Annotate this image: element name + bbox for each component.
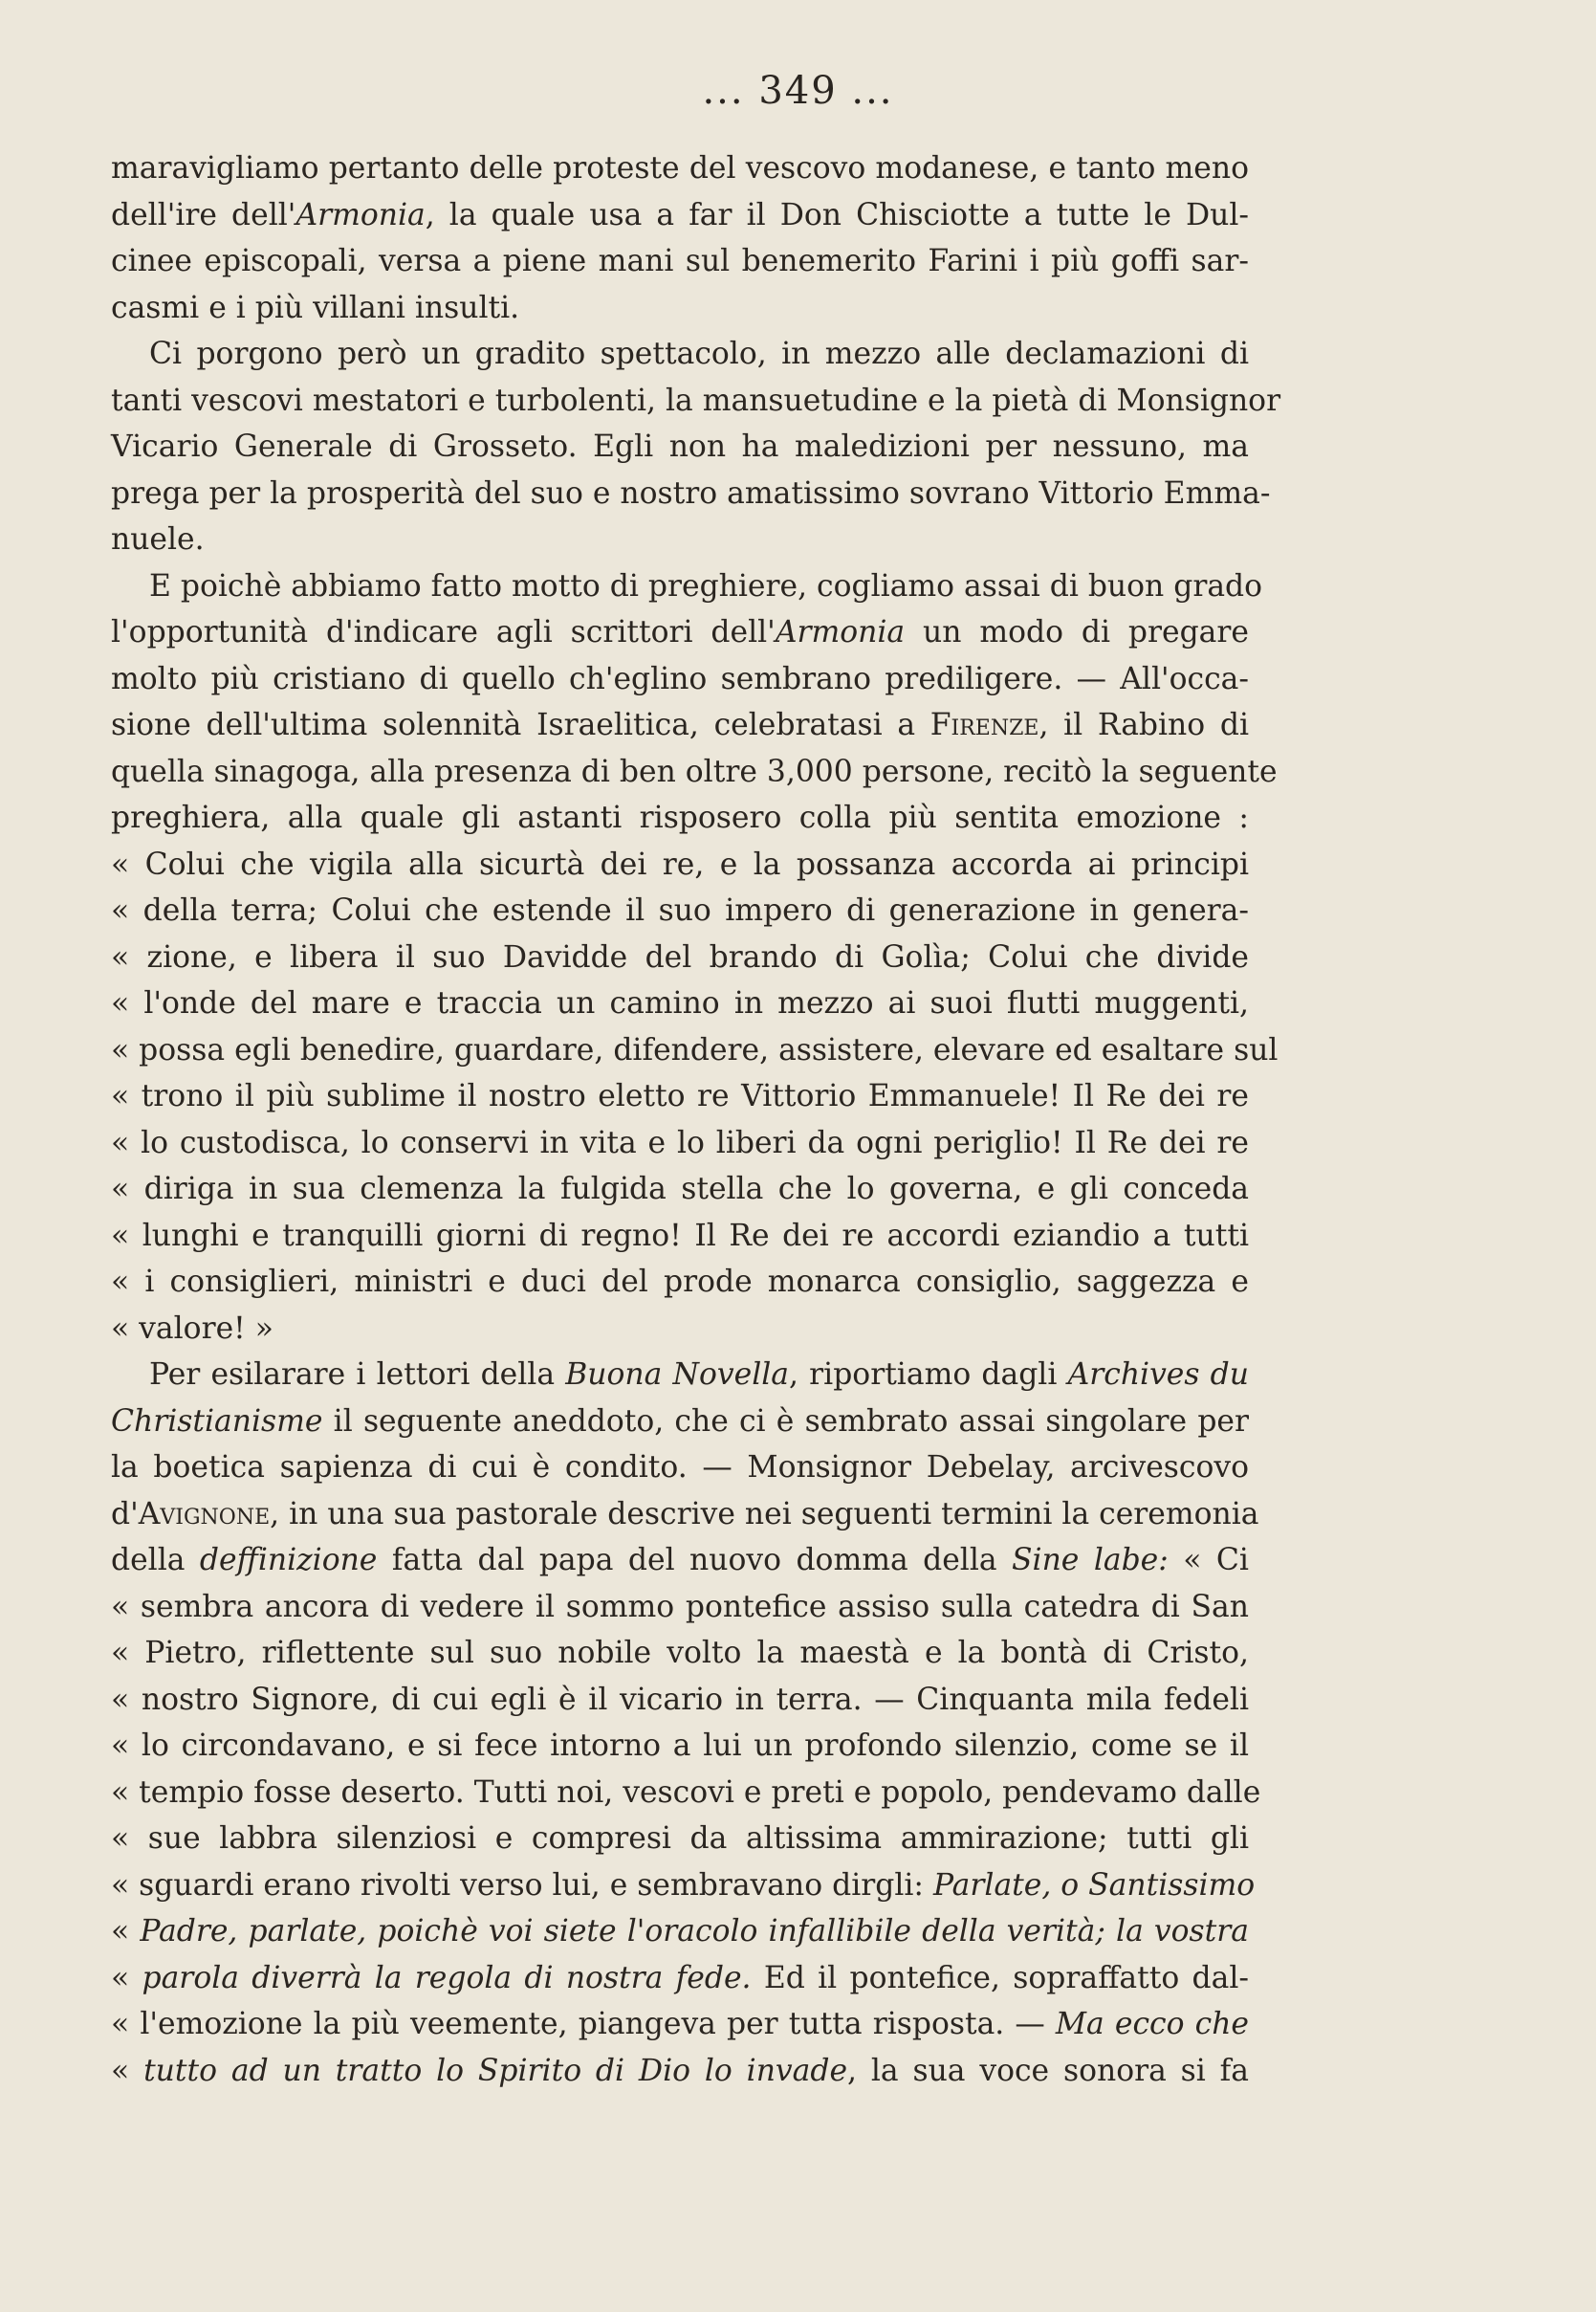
body-text: [111, 145, 1281, 2094]
text-line: [111, 1677, 1249, 1724]
text-line: [111, 1908, 1249, 1955]
text-line: [111, 192, 1249, 239]
text-line: [111, 238, 1249, 285]
text-segment: «: [111, 1960, 142, 1995]
text-line: [111, 1027, 1279, 1074]
text-segment: , riportiamo dagli: [789, 1357, 1068, 1392]
text-segment: « zione, e libera il suo Davidde del brando di Golìa; Colui che divide: [111, 939, 1249, 975]
text-line: [111, 1259, 1249, 1306]
page-number: ... 349 ...: [702, 69, 894, 113]
text-line: [111, 1491, 1259, 1538]
text-line: [111, 285, 1249, 332]
text-segment: un modo di pregare: [905, 615, 1249, 650]
text-segment: « Ci: [1168, 1543, 1249, 1577]
text-segment: dell'ire dell': [111, 197, 296, 232]
italic-text: tutto ad un tratto lo Spirito di Dio lo invade: [143, 2053, 848, 2088]
text-line: [111, 1723, 1249, 1770]
text-segment: la boetica sapienza di cui è condito. — Monsignor Debelay, arcivescovo: [111, 1450, 1249, 1485]
text-segment: il seguente aneddoto, che ci è sembrato assai singolare per: [322, 1403, 1249, 1439]
text-line: [111, 1584, 1249, 1631]
text-line: [111, 1073, 1249, 1120]
text-line: [111, 1398, 1249, 1445]
text-line: [111, 1955, 1249, 2002]
text-line: [111, 1213, 1249, 1260]
text-line: [111, 888, 1249, 935]
text-line: [111, 424, 1249, 471]
text-segment: Ed il pontefice, sopraffatto dal-: [751, 1960, 1249, 1995]
text-line: [111, 1630, 1249, 1677]
text-segment: Per esilarare i lettori della: [149, 1357, 566, 1392]
text-line: [111, 1444, 1249, 1491]
italic-text: Archives du: [1067, 1357, 1249, 1392]
text-line: [111, 980, 1249, 1027]
italic-text: Christianisme: [111, 1403, 323, 1439]
text-segment: E poichè abbiamo fatto motto di preghiere, cogliamo assai di buon grado: [149, 568, 1263, 604]
text-segment: «: [111, 2053, 144, 2088]
text-line: [111, 1537, 1249, 1584]
text-segment: d': [111, 1496, 139, 1531]
text-line: [111, 1166, 1249, 1213]
text-segment: « Colui che vigila alla sicurtà dei re, e la possanza accorda ai principi: [111, 847, 1249, 882]
text-segment: della: [111, 1543, 200, 1577]
text-segment: «: [111, 1914, 141, 1949]
text-segment: sione dell'ultima solennità Israelitica, celebratasi a: [111, 708, 930, 742]
text-segment: « trono il più sublime il nostro eletto re Vittorio Emmanuele! Il Re dei re: [111, 1079, 1249, 1113]
text-segment: Vicario Generale di Grosseto. Egli non ha maledizioni per nessuno, ma: [111, 429, 1249, 464]
italic-text: parola diverrà la regola di nostra fede.: [142, 1960, 752, 1995]
text-segment: « lo circondavano, e si fece intorno a lui un profondo silenzio, come se il: [111, 1728, 1249, 1763]
text-segment: « Pietro, riflettente sul suo nobile volto la maestà e la bontà di Cristo,: [111, 1636, 1249, 1670]
text-segment: , la quale usa a far il Don Chisciotte a tutte le Dul-: [425, 197, 1250, 232]
text-line: [111, 2048, 1249, 2095]
text-segment: prega per la prosperità del suo e nostro amatissimo sovrano Vittorio Emma-: [111, 475, 1271, 511]
text-segment: casmi e i più villani insulti.: [111, 290, 520, 325]
italic-text: Sine labe:: [1012, 1543, 1169, 1577]
text-segment: Ci porgono però un gradito spettacolo, in mezzo alle declamazioni di: [149, 337, 1249, 371]
text-segment: , la sua voce sonora si fa: [847, 2053, 1249, 2088]
text-segment: l'opportunità d'indicare agli scrittori dell': [111, 615, 776, 650]
text-segment: tanti vescovi mestatori e turbolenti, la mansuetudine e la pietà di Monsignor: [111, 383, 1281, 418]
text-line: [111, 1352, 1249, 1398]
italic-text: Padre, parlate, poichè voi siete l'oracolo infallibile della verità; la vostra: [140, 1914, 1249, 1949]
text-line: [111, 749, 1278, 796]
italic-text: deffinizione: [199, 1543, 378, 1577]
text-segment: « l'onde del mare e traccia un camino in mezzo ai suoi flutti muggenti,: [111, 986, 1249, 1021]
text-segment: « i consiglieri, ministri e duci del prode monarca consiglio, saggezza e: [111, 1265, 1249, 1299]
text-line: [111, 471, 1271, 517]
text-segment: , il Rabino di: [1038, 708, 1249, 742]
text-line: [111, 1120, 1249, 1167]
text-segment: « sguardi erano rivolti verso lui, e sembravano dirgli:: [111, 1867, 933, 1903]
text-segment: molto più cristiano di quello ch'eglino sembrano prediligere. — All'occa-: [111, 661, 1249, 696]
text-segment: « sue labbra silenziosi e compresi da altissima ammirazione; tutti gli: [111, 1821, 1249, 1856]
text-line: [111, 656, 1249, 703]
text-segment: « della terra; Colui che estende il suo impero di generazione in genera-: [111, 893, 1249, 928]
italic-text: Ma ecco che: [1055, 2007, 1249, 2041]
text-line: [111, 331, 1249, 378]
text-line: [111, 1862, 1256, 1909]
text-line: [111, 609, 1249, 656]
small-caps-text: Firenze: [929, 708, 1039, 742]
text-line: [111, 702, 1249, 749]
text-segment: « possa egli benedire, guardare, difendere, assistere, elevare ed esaltare sul: [111, 1032, 1279, 1068]
text-line: [111, 145, 1249, 192]
text-segment: nuele.: [111, 522, 205, 557]
text-segment: « valore! »: [111, 1310, 273, 1346]
text-line: [111, 795, 1249, 842]
text-line: [111, 517, 1249, 563]
text-segment: « nostro Signore, di cui egli è il vicario in terra. — Cinquanta mila fedeli: [111, 1682, 1249, 1717]
text-segment: fatta dal papa del nuovo domma della: [377, 1543, 1013, 1577]
text-segment: « diriga in sua clemenza la fulgida stella che lo governa, e gli conceda: [111, 1172, 1249, 1206]
italic-text: Armonia: [775, 615, 906, 650]
text-segment: « lo custodisca, lo conservi in vita e lo liberi da ogni periglio! Il Re dei re: [111, 1125, 1249, 1160]
text-line: [111, 563, 1263, 610]
text-segment: « lunghi e tranquilli giorni di regno! Il Re dei re accordi eziandio a tutti: [111, 1218, 1249, 1253]
text-line: [111, 1816, 1249, 1862]
text-line: [111, 842, 1249, 889]
text-segment: « sembra ancora di vedere il sommo pontefice assiso sulla catedra di San: [111, 1589, 1249, 1624]
text-segment: « l'emozione la più veemente, piangeva per tutta risposta. —: [111, 2007, 1056, 2041]
text-line: [111, 1306, 1249, 1353]
text-line: [111, 935, 1249, 981]
text-segment: cinee episcopali, versa a piene mani sul benemerito Farini i più goffi sar-: [111, 244, 1249, 278]
italic-text: Parlate, o Santissimo: [932, 1867, 1256, 1903]
text-segment: maravigliamo pertanto delle proteste del vescovo modanese, e tanto meno: [111, 151, 1249, 186]
text-segment: preghiera, alla quale gli astanti risposero colla più sentita emozione :: [111, 801, 1249, 835]
italic-text: Buona Novella: [565, 1357, 789, 1392]
small-caps-text: Avignone: [138, 1496, 271, 1531]
text-line: [111, 378, 1281, 425]
text-segment: , in una sua pastorale descrive nei seguenti termini la ceremonia: [270, 1496, 1259, 1531]
text-line: [111, 2001, 1249, 2048]
text-segment: quella sinagoga, alla presenza di ben oltre 3,000 persone, recitò la seguente: [111, 754, 1278, 789]
text-segment: « tempio fosse deserto. Tutti noi, vescovi e preti e popolo, pendevamo dalle: [111, 1774, 1261, 1810]
text-line: [111, 1770, 1261, 1817]
italic-text: Armonia: [295, 197, 426, 232]
